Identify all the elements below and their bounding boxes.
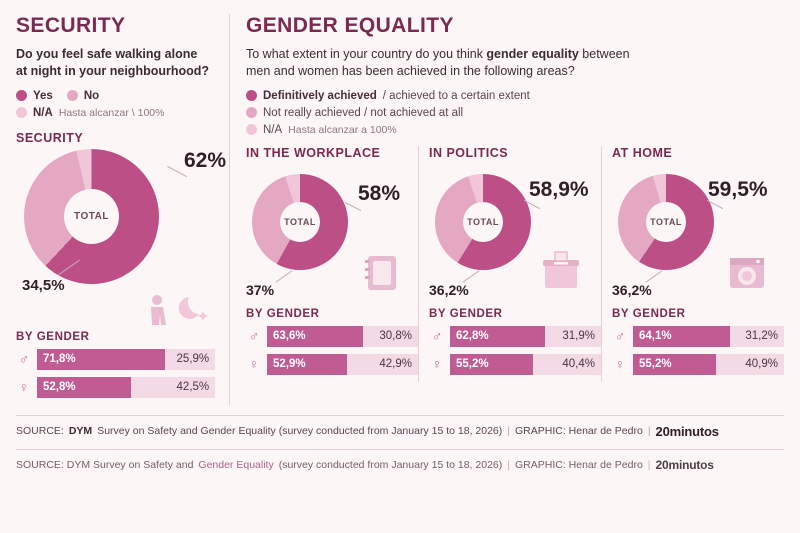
- legend-label: Yes: [33, 89, 53, 102]
- source-pipe: |: [507, 425, 510, 438]
- legend-label: No: [83, 89, 100, 102]
- ge-question-line2: men and women has been achieved in the following areas?: [246, 63, 575, 78]
- ge-question-line1: [246, 46, 784, 63]
- male-icon: ♂: [18, 351, 30, 368]
- gender-equality-column: [230, 14, 784, 405]
- security-main-pct: 62%: [184, 148, 227, 172]
- legend-dot-icon: [16, 90, 27, 101]
- leader-line: [276, 270, 293, 282]
- source-line-1: [16, 424, 784, 439]
- legend-dot-icon: [246, 90, 257, 101]
- source2-strong: Gender Equality: [198, 458, 274, 471]
- ballot-box-icon: [539, 250, 583, 294]
- bar-value: 55,2%: [633, 354, 716, 375]
- security-bar-male: [37, 349, 215, 370]
- ge-bar-female-home: [633, 354, 784, 375]
- source2-label: SOURCE: DYM Survey on Safety and: [16, 458, 194, 471]
- security-donut-total-label: TOTAL: [64, 189, 119, 244]
- ge-bar-row-female-politics: [429, 354, 601, 375]
- security-question-line1: Do you feel safe walking alone: [16, 47, 198, 61]
- security-question-line2: at night in your neighbourhood?: [16, 63, 210, 78]
- ge-legend-2: [246, 107, 784, 119]
- leader-line: [463, 270, 480, 282]
- ge-donut-home: [618, 174, 714, 270]
- legend-item-na: [246, 124, 397, 136]
- security-column: [16, 14, 229, 405]
- legend-item-no: [67, 90, 99, 102]
- legend-item-na: [16, 107, 164, 119]
- ge-block-title: AT HOME: [612, 145, 673, 160]
- bar-value: 64,1%: [633, 326, 730, 347]
- source-line-2: [16, 458, 784, 472]
- bar-value-female: 52,8%: [37, 377, 131, 398]
- security-by-gender-label: BY GENDER: [16, 330, 90, 343]
- ge-second-pct-home: 36,2%: [612, 281, 652, 298]
- bar-rest-male: 25,9%: [165, 349, 215, 370]
- source2-text: (survey conducted from January 15 to 18, 2026): [278, 458, 503, 471]
- security-legend: [16, 90, 215, 102]
- ge-bar-male-workplace: [267, 326, 418, 347]
- legend-label: Definitively achieved: [263, 89, 377, 102]
- ge-legend-3: [246, 124, 784, 136]
- security-chart-title: SECURITY: [16, 130, 84, 145]
- legend-dot-icon: [67, 90, 78, 101]
- ge-donut-wrap-home: [612, 174, 784, 302]
- ge-bar-row-male-workplace: [246, 326, 418, 347]
- security-bar-row-female: [16, 377, 215, 398]
- ge-second-pct-politics: 36,2%: [429, 281, 469, 298]
- source2-pipe: |: [507, 458, 510, 471]
- source2-pipe-2: |: [647, 458, 651, 471]
- ge-bar-row-male-politics: [429, 326, 601, 347]
- ge-bar-row-male-home: [612, 326, 784, 347]
- bar-value-male: 71,8%: [37, 349, 165, 370]
- graphic2-label: GRAPHIC: Henar de Pedro: [514, 458, 643, 471]
- ge-block-workplace: [246, 146, 418, 382]
- legend-item-achieved: [246, 90, 530, 102]
- legend-note: Hasta alcanzar \ 100%: [58, 106, 165, 119]
- ge-question-strong: gender equality: [486, 47, 579, 61]
- page-title: SECURITY: [16, 14, 126, 37]
- bar-rest: 30,8%: [363, 326, 418, 347]
- security-bar-row-male: [16, 349, 215, 370]
- legend-item-not-achieved: [246, 107, 463, 119]
- ge-legend-1: [246, 90, 784, 102]
- legend-item-yes: [16, 90, 53, 102]
- bar-value: 52,9%: [267, 354, 347, 375]
- ge-by-gender-label: BY GENDER: [429, 307, 503, 320]
- notebook-icon: [360, 252, 404, 294]
- gender-equality-title: GENDER EQUALITY: [246, 14, 454, 37]
- female-icon: ♀: [248, 356, 260, 373]
- ge-bar-male-home: [633, 326, 784, 347]
- ge-bar-female-politics: [450, 354, 601, 375]
- ge-block-home: [602, 146, 784, 382]
- ge-bar-male-politics: [450, 326, 601, 347]
- brand-logo: 20minutos: [655, 423, 719, 439]
- bar-rest: 42,9%: [347, 354, 418, 375]
- ge-main-pct-home: 59,5%: [708, 177, 768, 201]
- ge-question-mid: between: [578, 47, 630, 61]
- bar-value: 62,8%: [450, 326, 545, 347]
- source-label: SOURCE:: [16, 425, 64, 438]
- legend-label: N/A: [33, 106, 53, 119]
- ge-bar-row-female-home: [612, 354, 784, 375]
- bar-rest: 40,9%: [716, 354, 784, 375]
- ge-bar-female-workplace: [267, 354, 418, 375]
- ge-donut-total-label: TOTAL: [646, 202, 686, 242]
- ge-second-pct-workplace: 37%: [246, 281, 275, 298]
- female-icon: ♀: [18, 379, 30, 396]
- ge-blocks: [246, 146, 784, 382]
- ge-block-title: IN THE WORKPLACE: [246, 145, 381, 160]
- brand-logo-2: 20minutos: [655, 457, 714, 472]
- source-pipe-2: |: [647, 425, 651, 438]
- ge-donut-politics: [435, 174, 531, 270]
- male-icon: ♂: [248, 328, 260, 345]
- washing-machine-icon: [724, 250, 772, 292]
- ge-question-pre: To what extent in your country do you think: [246, 47, 487, 61]
- security-bar-female: [37, 377, 215, 398]
- ge-block-title: IN POLITICS: [429, 145, 509, 160]
- graphic-label: GRAPHIC: Henar de Pedro: [515, 425, 643, 438]
- bar-value: 55,2%: [450, 354, 533, 375]
- security-donut-chart: [24, 149, 159, 284]
- security-decor: [16, 299, 215, 325]
- legend-label: Not really achieved / not achieved at all: [263, 106, 464, 119]
- male-icon: ♂: [614, 328, 626, 345]
- footer-divider-top: [16, 415, 784, 416]
- male-icon: ♂: [431, 328, 443, 345]
- bar-value: 63,6%: [267, 326, 363, 347]
- bar-rest: 40,4%: [533, 354, 601, 375]
- ge-main-pct-workplace: 58%: [358, 181, 401, 205]
- legend-note: Hasta alcanzar a 100%: [288, 123, 397, 136]
- ge-main-pct-politics: 58,9%: [529, 177, 589, 201]
- ge-donut-wrap-politics: [429, 174, 601, 302]
- source-strong: DYM: [68, 425, 93, 438]
- ge-by-gender-label: BY GENDER: [246, 307, 320, 320]
- ge-donut-total-label: TOTAL: [280, 202, 320, 242]
- ge-donut-workplace: [252, 174, 348, 270]
- bar-rest: 31,9%: [545, 326, 601, 347]
- gender-equality-question: [246, 46, 784, 80]
- columns: [16, 14, 784, 405]
- footer-divider-bottom: [16, 449, 784, 450]
- security-question: [16, 46, 215, 80]
- ge-block-politics: [419, 146, 601, 382]
- security-legend-na: [16, 107, 215, 119]
- bar-rest: 31,2%: [730, 326, 784, 347]
- person-moon-icon: [145, 293, 209, 327]
- security-donut-wrap: [16, 148, 227, 299]
- source-text: Survey on Safety and Gender Equality (survey conducted from January 15 to 18, 2026): [97, 425, 503, 438]
- security-second-pct: 34,5%: [22, 276, 65, 294]
- ge-donut-total-label: TOTAL: [463, 202, 503, 242]
- ge-donut-wrap-workplace: [246, 174, 418, 302]
- legend-dot-icon: [16, 107, 27, 118]
- female-icon: ♀: [614, 356, 626, 373]
- legend-label: N/A: [263, 123, 283, 136]
- ge-bar-row-female-workplace: [246, 354, 418, 375]
- bar-rest-female: 42,5%: [131, 377, 215, 398]
- legend-dot-icon: [246, 124, 257, 135]
- female-icon: ♀: [431, 356, 443, 373]
- legend-dot-icon: [246, 107, 257, 118]
- legend-label-tail: / achieved to a certain extent: [382, 89, 530, 102]
- leader-line: [646, 270, 663, 282]
- ge-by-gender-label: BY GENDER: [612, 307, 686, 320]
